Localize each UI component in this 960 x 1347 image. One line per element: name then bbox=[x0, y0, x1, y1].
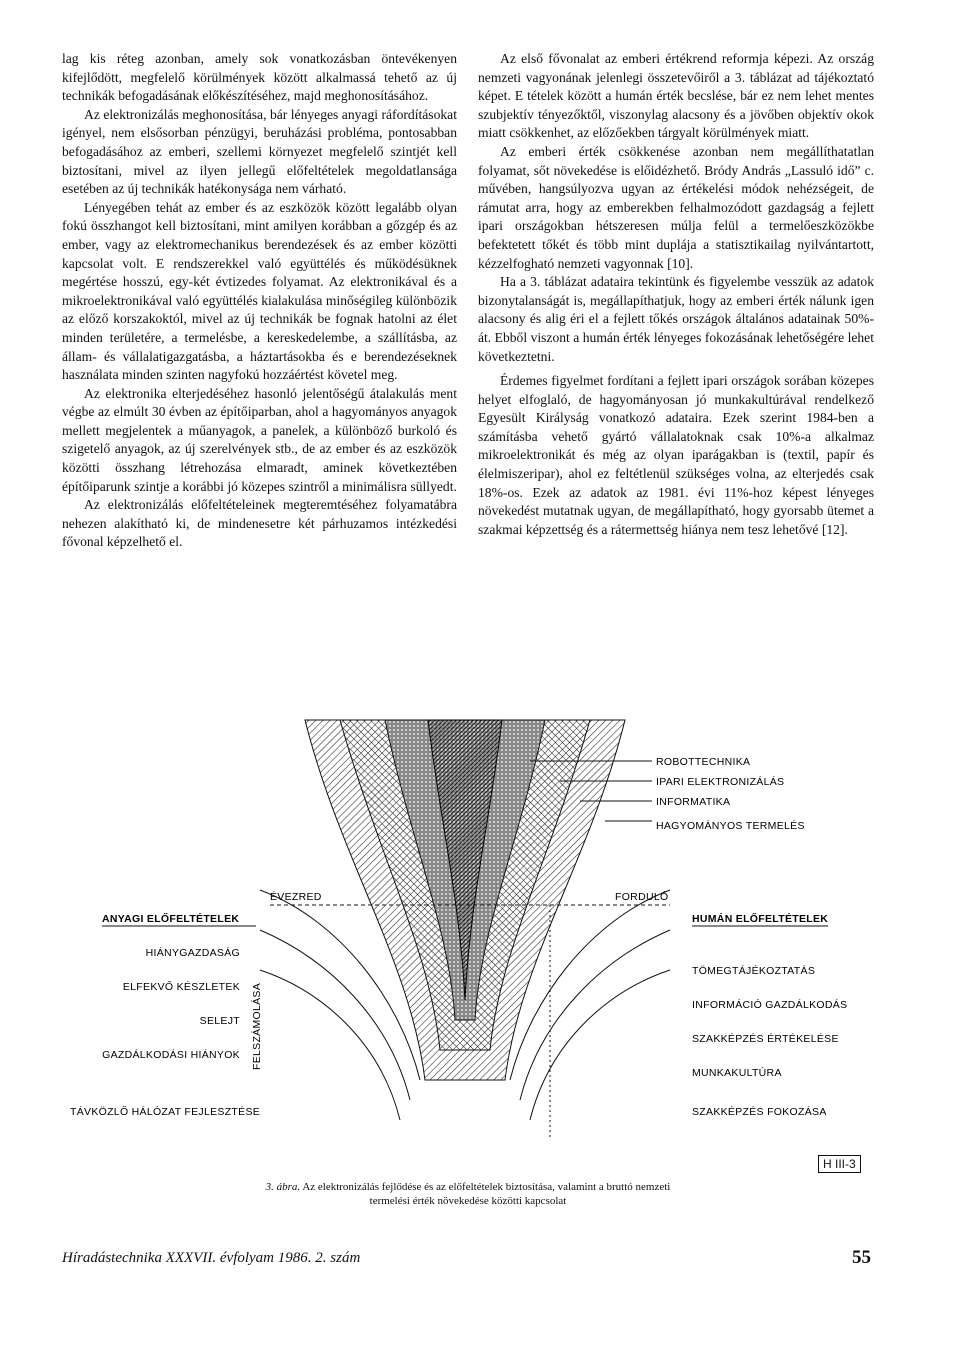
figure-caption bbox=[262, 1180, 674, 1208]
label-szakkepzes-ertekelese: SZAKKÉPZÉS ÉRTÉKELÉSE bbox=[692, 1033, 839, 1045]
label-fordulo: FORDULÓ bbox=[615, 891, 669, 903]
label-hagyomanyos-termeles: HAGYOMÁNYOS TERMELÉS bbox=[656, 820, 805, 832]
page-number: 55 bbox=[852, 1247, 871, 1268]
label-selejt: SELEJT bbox=[199, 1015, 240, 1027]
label-elfekvo-keszletek: ELFEKVŐ KÉSZLETEK bbox=[122, 981, 240, 993]
paragraph: Az elektronizálás előfeltételeinek megteremtéséhez folyamatábra nehezen alakítható ki, de mindenesetre két párhuzamos intézkedési fővonal képzelhető el. bbox=[62, 497, 457, 550]
label-szakkepzes-fokozasa: SZAKKÉPZÉS FOKOZÁSA bbox=[692, 1106, 827, 1118]
label-informacio-gazdalkodas: INFORMÁCIÓ GAZDÁLKODÁS bbox=[692, 999, 848, 1011]
caption-text: Az elektronizálás fejlődése és az előfeltételek biztosítása, valamint a bruttó nemzeti termelési érték növekedése közötti kapcsolat bbox=[302, 1181, 671, 1207]
label-evezred: ÉVEZRED bbox=[270, 891, 322, 903]
label-gazdalkodasi-hianyok: GAZDÁLKODÁSI HIÁNYOK bbox=[102, 1049, 240, 1061]
left-header: ANYAGI ELŐFELTÉTELEK bbox=[102, 913, 240, 925]
paragraph: Érdemes figyelmet fordítani a fejlett ipari országok sorában közepes helyet elfoglaló, de hagyományosan jó munkakultúrával rendelkező Egyesült Királyság vonatkozó adataira. Ezek szerint 1984-ben a számításba vehető gyártó vállalatoknak csak 10%-a alkalmaz mikroelektronikát és még az olyan iparágakban is (textil, papír és élelmiszeripar), ahol ez feltétlenül szükséges volna, az elterjedés csak 18%-os. Ezek az adatok az 1981. évi 11%-hoz képest lényeges növekedést mutatnak ugyan, de megállapítható, hogy gyorsabb ütemet a szakmai képzettség és a rátermettség hiánya nem tesz lehetővé [12]. bbox=[478, 373, 874, 537]
label-ipari-elektronizalas: IPARI ELEKTRONIZÁLÁS bbox=[656, 776, 785, 788]
paragraph: Az elektronizálás meghonosítása, bár lényeges anyagi ráfordításokat igényel, nem elsősorban pénzügyi, beruházási probléma, pontosabban befogadásához az emberi, szellemi környezet megfelelő szintjét kell biztosítani, mivel az ilyen jellegű előfeltételek megoldatlansága esetében az új technikák hatékonysága nem várható. bbox=[62, 106, 457, 197]
label-robottechnika: ROBOTTECHNIKA bbox=[656, 756, 751, 768]
paragraph: Az emberi érték csökkenése azonban nem megállíthatatlan folyamat, sőt növekedése is előidézhető. Bródy András „Lassuló idő” c. művében, hangsúlyozva ugyan az értékelési módok nehézségeit, de rámutat arra, hogy az emberekben felhalmozódott gazdagság a fejlett ipari országokban hétszeresen múlja felül a termelőeszközökbe befektetett tőkét és több mint duplája a statisztikailag nyilvántartott, kézzelfogható nemzeti vagyonnak [10]. bbox=[478, 143, 874, 271]
right-text-column bbox=[478, 50, 874, 539]
label-hianygazdasag: HIÁNYGAZDASÁG bbox=[145, 947, 240, 959]
paragraph: Lényegében tehát az ember és az eszközök között legalább olyan fokú összhangot kell biztosítani, mint amilyen korábban a gőzgép és az ember, vagy az elektromechanikus berendezések és az ember közötti kapcsolat volt. E rendszerekkel való együttélés és működésüknek megértése hosszú, egy-két évtizedes folyamat. Az elektronikával és a mikroelektronikával való együttélés kialakulása minőségileg különbözik az előző korszakoktól, mivel az új technikák be fognak hatolni az élet minden területére, a termelésbe, a kereskedelembe, a szállításba, az állam- és vállalatigazgatásba, a háztartásokba és e berendezéseknek használata minden szinten nagyfokú hozzáértést követel meg. bbox=[62, 199, 457, 383]
paragraph: Ha a 3. táblázat adataira tekintünk és figyelembe vesszük az adatok bizonytalanságát is, megállapíthatjuk, hogy az emberi érték nálunk igen alacsony és alig éri el a fejlett tőkés országok általános adatainak 50%-át. Ebből viszont a humán érték lényeges fokozásának lehetőségére lehet következtetni. bbox=[478, 274, 874, 364]
label-felszamolasa: FELSZÁMOLÁSA bbox=[251, 982, 263, 1070]
label-munkakultura: MUNKAKULTÚRA bbox=[692, 1067, 782, 1079]
label-tomegtajekoztatas: TÖMEGTÁJÉKOZTATÁS bbox=[692, 965, 816, 977]
label-tavkozlo-halozat: TÁVKÖZLŐ HÁLÓZAT FEJLESZTÉSE bbox=[70, 1106, 261, 1118]
paragraph: Az elektronika elterjedéséhez hasonló jelentőségű átalakulás ment végbe az elmúlt 30 évben az építőiparban, ahol a hagyományos anyagok mellett megjelentek a műanyagok, a panelek, a különböző burkoló és szigetelő anyagok, az új szerelvények stb., de az ember és az eszközök közötti összhang létrehozása elmaradt, aminek következtében építőiparunk szintje a korábbi jó közepes szintről a minimálisra süllyedt. bbox=[62, 385, 457, 494]
funnel-shape bbox=[260, 720, 670, 1140]
paragraph: lag kis réteg azonban, amely sok vonatkozásban öntevékenyen kifejlődött, megfelelő körülmények között alkalmassá tehető az új technikák befogadásának előkészítéséhez, majd meghonosításához. bbox=[62, 51, 457, 104]
footer-journal-title: Híradástechnika XXXVII. évfolyam 1986. 2. szám bbox=[62, 1250, 361, 1266]
caption-number: 3. ábra. bbox=[265, 1181, 301, 1193]
right-header: HUMÁN ELŐFELTÉTELEK bbox=[692, 913, 829, 925]
figure-code-box: H III-3 bbox=[818, 1155, 861, 1173]
figure-3-diagram bbox=[60, 700, 900, 1170]
paragraph: Az első fővonalat az emberi értékrend reformja képezi. Az ország nemzeti vagyonának jelenlegi összetevőiről a 3. táblázat ad tájékoztató képet. E tételek között a humán érték becslése, bár ez nem lehet mentes szubjektív tényezőktől, viszonylag alacsony és a jövőben objektív okok miatt csökkenhet, az előzőekben tárgyalt körülmények miatt. bbox=[478, 51, 874, 141]
left-text-column bbox=[62, 50, 457, 552]
label-informatika: INFORMATIKA bbox=[656, 796, 731, 808]
